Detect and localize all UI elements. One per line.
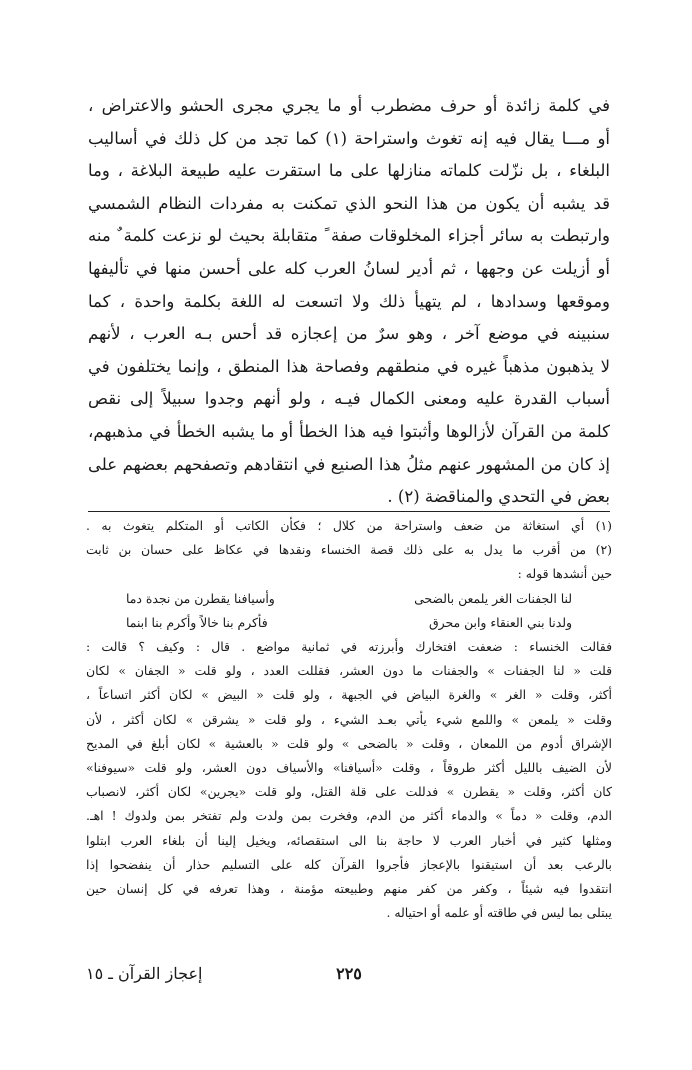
main-text-line: كلمة من القرآن لأزالوها وأثبتوا فيه هذا الخطأ أو ما يشبه الخطأ في مذهبهم،: [88, 421, 610, 441]
footnote-body-line: لأن الضيف بالليل أكثر طروقاً ، وقلت «أسيافنا» والأسياف دون العشر، ولو قلت «سيوفنا»: [86, 760, 612, 776]
page-footer: [86, 964, 612, 988]
footnote-body-line: الإشراق أدوم من اللمعان ، وقلت « بالضحى » ولو قلت « بالعشية » لكان أبلغ في المديح: [86, 735, 612, 751]
running-folio: إعجاز القرآن ـ ١٥: [86, 964, 203, 983]
footnote-body-line: بالرعب بعد أن استيقنوا بالإعجاز فأجروا القرآن كله على التسليم حذار أن ينفضحوا إذا: [86, 856, 612, 872]
main-text-line: البلغاء ، بل نزّلت كلماته منازلها على ما استقرت عليه طبيعة البلاغة ، وما: [88, 161, 610, 181]
footnote-divider: [88, 511, 610, 512]
main-text-line: أو أزيلت عن وجهها ، ثم أدير لسانُ العرب كله على أحسن منها في تأليفها: [88, 258, 610, 278]
footnote-body-line: انتقدوا فيه شيئاً ، وكفر من كفر منهم وطبيعته مؤمنة ، وهذا تعرفه في كل إنسان حين: [86, 881, 612, 897]
main-text-line: قد يشبه أن يكون من هذا النحو الذي تمكنت به مفردات النظام الشمسي: [88, 193, 610, 213]
footnote-body-line: فقالت الخنساء : ضعفت افتخارك وأبرزته في ثمانية مواضع . قال : وكيف ؟ قالت :: [86, 639, 612, 655]
footnote-body-line: الدم، وقلت « دماً » والدماء أكثر من الدم، وفخرت بمن ولدت ولم تفتخر بمن ولدوك ! اهـ.: [86, 808, 612, 824]
poem-verse-2: [86, 611, 612, 635]
main-text-line: وارتبطت به سائر أجزاء المخلوقات صفة ً متقابلة بحيث لو نزعت كلمة ٌ منه: [88, 226, 610, 246]
footnote-body-line: قلت « لنا الجفنات » والجفنات ما دون العشر، فقللت العدد ، ولو قلت « الجفان » لكان: [86, 663, 612, 679]
main-text-line: أسباب القدرة عليه ومعنى الكمال فيـه ، ولو أنهم وجدوا سبيلاً إلى نقص: [88, 389, 610, 409]
verse-second-hemistich: فأكرم بنا خالاً وأكرم بنا ابنما: [126, 614, 268, 630]
footnote-2: (٢) من أقرب ما يدل به على ذلك قصة الخنساء ونقدها في عكاظ على حسان بن ثابت: [86, 542, 612, 558]
main-text-line: لا يذهبون مذهباً غيره في منطقهم وفصاحة هذا المنطق ، وإنما يختلفون في: [88, 356, 610, 376]
main-text-line: أو مـــا يقال فيه إنه تغوث واستراحة (١) كما تجد من كل ذلك في أساليب: [88, 128, 610, 148]
main-text-line: سنبينه في موضع آخر ، وهو سرٌ من إعجازه قد أحس بـه العرب ، لأنهم: [88, 324, 610, 344]
main-text-line: في كلمة زائدة أو حرف مضطرب أو ما يجري مجرى الحشو والاعتراض ،: [88, 96, 610, 115]
poem-verse-1: [86, 587, 612, 611]
verse-second-hemistich: وأسيافنا يقطرن من نجدة دما: [126, 590, 275, 606]
footnote-body-line: أكثر، وقلت « الغر » والغرة البياض في الجبهة ، ولو قلت « البيض » لكان أكثر اتساعاً ،: [86, 687, 612, 703]
verse-first-hemistich: ولدنا بني العنقاء وابن محرق: [429, 614, 572, 630]
main-text-line: بعض في التحدي والمناقضة (٢) .: [387, 487, 610, 507]
verse-first-hemistich: لنا الجفنات الغر يلمعن بالضحى: [414, 590, 572, 606]
footnote-body-line: وقلت « يلمعن » واللمع شيء يأتي بعـد الشيء ، ولو قلت « يشرقن » لكان أكثر ، لأن: [86, 711, 612, 727]
footnote-2-intro: حين أنشدها قوله :: [517, 566, 612, 582]
footnote-1: (١) أي استغاثة من ضعف واستراحة من كلال ؛ فكأن الكاتب أو المتكلم يتغوث به .: [86, 518, 612, 533]
footnote-body-line: يبتلى بما ليس في طاقته أو علمه أو احتياله .: [386, 905, 612, 921]
main-text-line: إذ كان من المشهور عنهم مثلُ هذا الصنيع في انتقادهم وتصفحهم بعضهم على: [88, 454, 610, 474]
main-text-line: وموقعها وسدادها ، لم يتهيأ ذلك ولا اتسعت له اللغة بكلمة واحدة ، كما: [88, 291, 610, 311]
footnote-body-line: كان أكثر، وقلت « يقطرن » فدللت على قلة القتل، ولو قلت «يجرين» لكان أكثر، لانصباب: [86, 784, 612, 800]
footnote-body-line: ومثلها كثير في أخبار العرب لا حاجة بنا الى استقصائه، ويخيل إلينا أن بلغاء العرب ابتلوا: [86, 832, 612, 848]
footnotes: [86, 514, 612, 925]
page-number: ٢٢٥: [336, 964, 362, 983]
main-text: [88, 90, 610, 514]
